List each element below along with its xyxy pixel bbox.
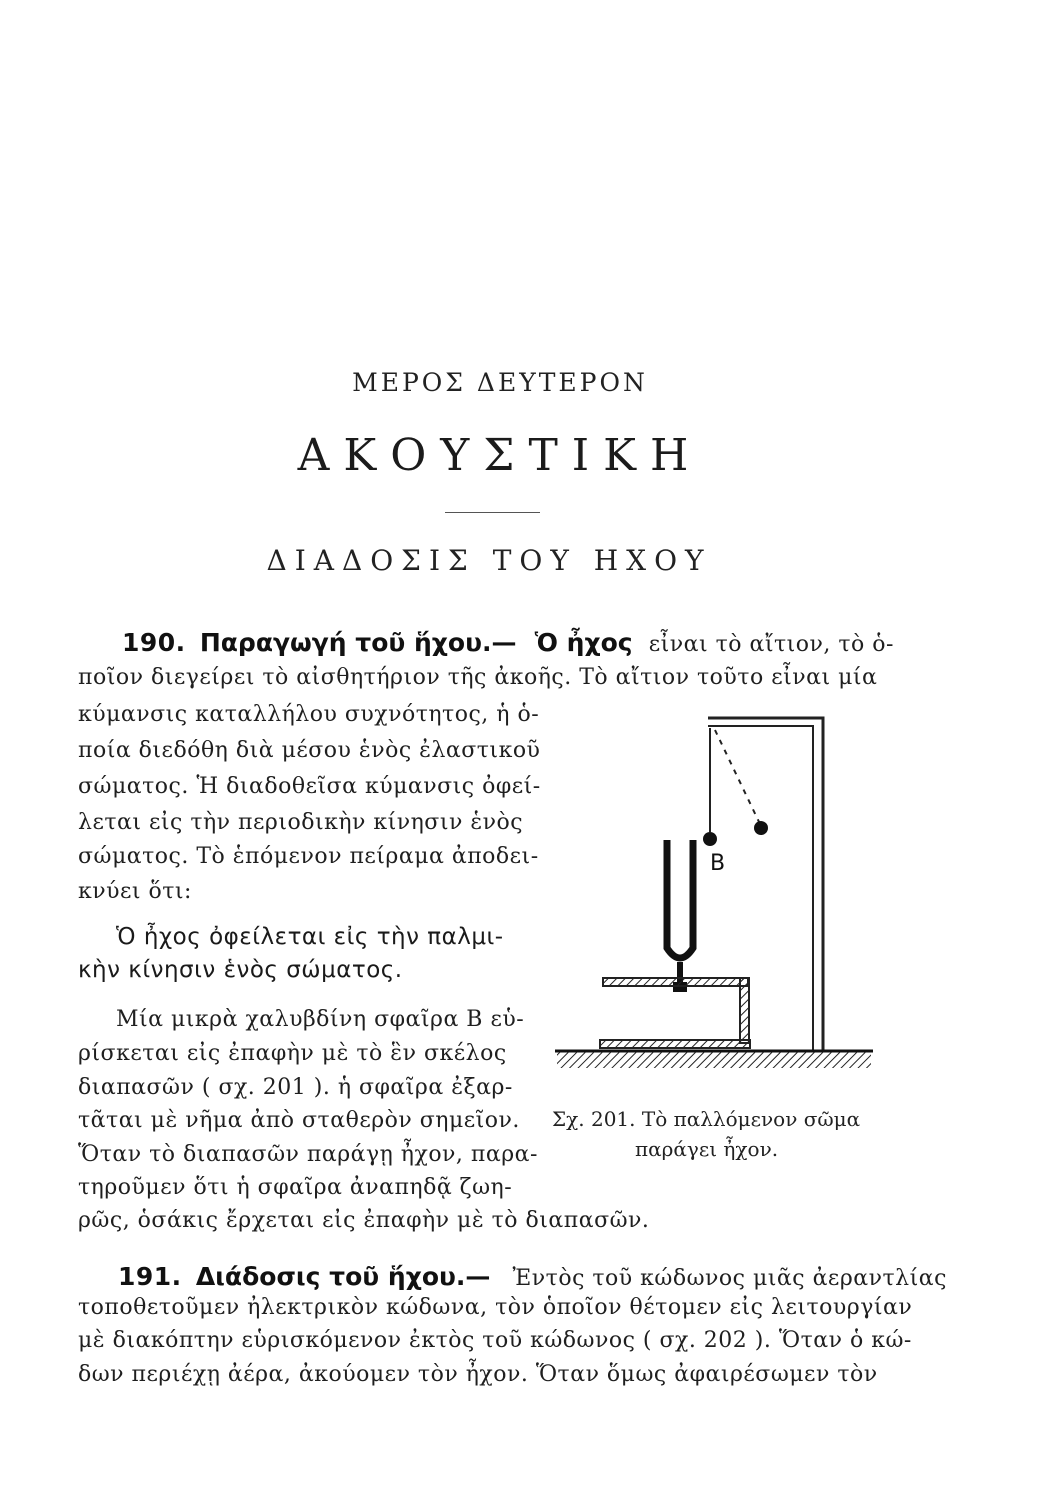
steel-ball — [703, 832, 717, 846]
p191-line-1 — [118, 1262, 947, 1291]
p191-line-2: τοποθετοῦμεν ἠλεκτρικὸν κώδωνα, τὸν ὁποῖον θέτομεν εἰς λειτουργίαν — [78, 1295, 913, 1320]
figure-caption-line-2: παράγει ἦχον. — [635, 1137, 779, 1161]
stand-frame-outer — [708, 718, 823, 1052]
figure-caption-line-1: Σχ. 201. Τὸ παλλόμενον σῶμα — [552, 1107, 861, 1131]
upper-shelf — [603, 978, 748, 986]
p190-line-7: σώματος. Τὸ ἑπόμενον πείραμα ἀποδει- — [78, 844, 539, 869]
p191-line-3: μὲ διακόπτην εὑρισκόμενον ἐκτὸς τοῦ κώδωνος ( σχ. 202 ). Ὅταν ὁ κώ- — [78, 1328, 912, 1353]
p191-line-4: δων περιέχῃ ἀέρα, ἀκούομεν τὸν ἦχον. Ὅταν ὅμως ἀφαιρέσωμεν τὸν — [78, 1362, 878, 1387]
stand-frame-inner — [708, 726, 813, 1052]
pendulum-dashed-path — [715, 730, 760, 824]
p190-heading: Παραγωγή τοῦ ἥχου.— — [199, 628, 517, 657]
ground-hatch — [557, 1052, 871, 1068]
p191-line1-rest: Ἐντὸς τοῦ κώδωνος μιᾶς ἀεραντλίας — [512, 1266, 947, 1291]
p190-number: 190. — [122, 628, 186, 657]
experiment-line-5: Ὅταν τὸ διαπασῶν παράγῃ ἦχον, παρα- — [78, 1142, 538, 1167]
principle-line-1: Ὁ ἦχος ὀφείλεται εἰς τὴν παλμι- — [116, 924, 504, 950]
section-title: ΔΙΑΔΟΣΙΣ ΤΟΥ ΗΧΟΥ — [266, 544, 712, 577]
p190-keyword: Ὁ ἦχος — [534, 628, 633, 657]
experiment-line-2: ρίσκεται εἰς ἐπαφὴν μὲ τὸ ἓν σκέλος — [78, 1041, 507, 1066]
p190-line1-rest: εἶναι τὸ αἴτιον, τὸ ὁ- — [648, 632, 894, 657]
figure-201-tuning-fork — [555, 700, 885, 1090]
shelf-support — [740, 978, 749, 1043]
experiment-line-7: ρῶς, ὁσάκις ἔρχεται εἰς ἐπαφὴν μὲ τὸ διαπασῶν. — [78, 1208, 650, 1233]
experiment-line-4: τᾶται μὲ νῆμα ἀπὸ σταθερὸν σημεῖον. — [78, 1108, 520, 1133]
p190-line-5: σώματος. Ἡ διαδοθεῖσα κύμανσις ὀφεί- — [78, 774, 541, 799]
p190-line-2: ποῖον διεγείρει τὸ αἰσθητήριον τῆς ἀκοῆς. Τὸ αἴτιον τοῦτο εἶναι μία — [78, 665, 878, 690]
label-b: B — [710, 851, 726, 876]
p190-line-1 — [122, 628, 894, 657]
title-divider — [445, 512, 540, 513]
lower-plate — [600, 1040, 750, 1048]
experiment-line-6: τηροῦμεν ὅτι ἡ σφαῖρα ἀναπηδᾷ ζωη- — [78, 1175, 513, 1200]
part-title: ΜΕΡΟΣ ΔΕΥΤΕΡΟΝ — [352, 368, 648, 397]
principle-line-2: κὴν κίνησιν ἑνὸς σώματος. — [78, 957, 403, 983]
experiment-line-3: διαπασῶν ( σχ. 201 ). ἡ σφαῖρα ἐξαρ- — [78, 1075, 513, 1100]
p191-number: 191. — [118, 1262, 182, 1291]
p190-line-4: ποία διεδόθη διὰ μέσου ἑνὸς ἐλαστικοῦ — [78, 738, 541, 763]
experiment-line-1: Μία μικρὰ χαλυβδίνη σφαῖρα Β εὑ- — [116, 1007, 525, 1032]
p191-heading: Διάδοσις τοῦ ἥχου.— — [195, 1262, 491, 1291]
main-title: ΑΚΟΥΣΤΙΚΗ — [297, 430, 703, 481]
steel-ball-displaced — [754, 821, 768, 835]
p190-line-3: κύμανσις καταλλήλου συχνότητος, ἡ ὁ- — [78, 702, 540, 727]
tuning-fork — [667, 840, 693, 958]
p190-line-6: λεται εἰς τὴν περιοδικὴν κίνησιν ἑνὸς — [78, 810, 524, 835]
p190-line-8: κνύει ὅτι: — [78, 879, 192, 904]
